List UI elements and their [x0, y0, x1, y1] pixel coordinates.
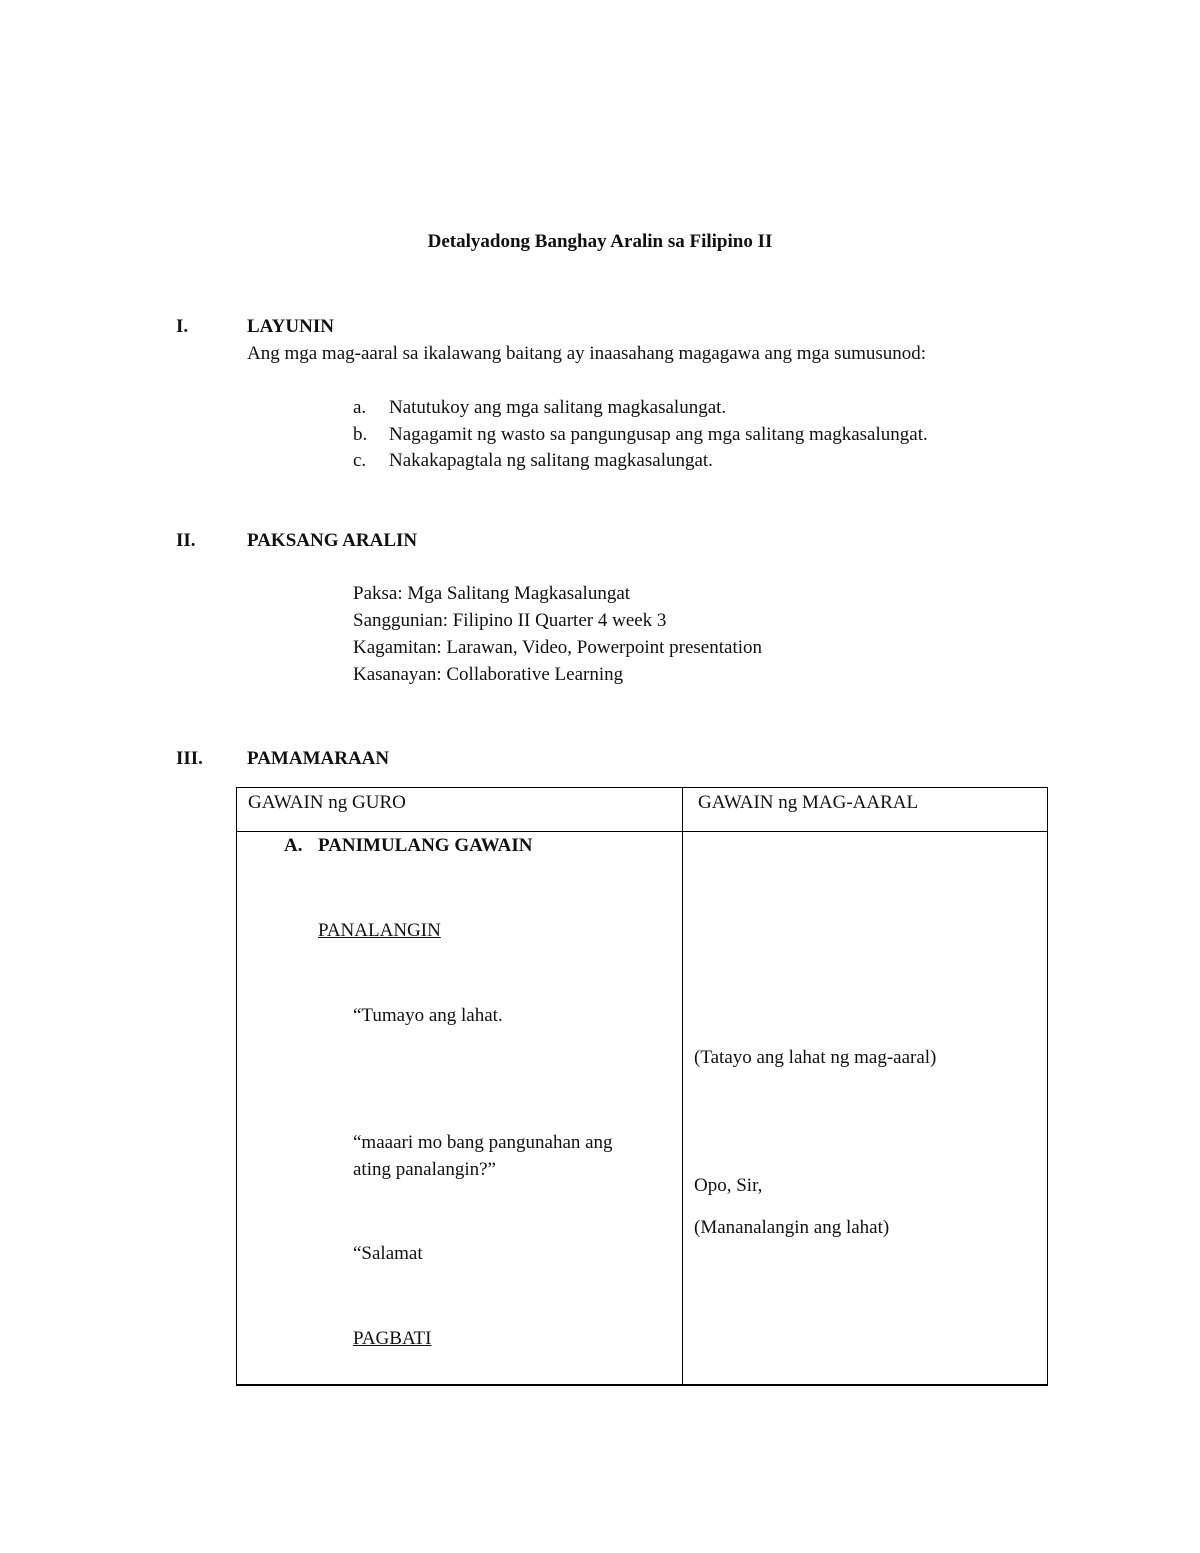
topic-item: Paksa: Mga Salitang Magkasalungat — [353, 583, 631, 604]
teacher-line: “Tumayo ang lahat. — [353, 1005, 503, 1026]
topic-item: Kagamitan: Larawan, Video, Powerpoint presentation — [353, 637, 763, 658]
section-1-heading: LAYUNIN — [247, 316, 334, 337]
objective-text: Nakakapagtala ng salitang magkasalungat. — [389, 450, 713, 471]
section-2-numeral: II. — [176, 530, 196, 551]
teacher-line: “Salamat — [353, 1243, 423, 1264]
table-header-divider — [236, 831, 1048, 832]
topic-item: Kasanayan: Collaborative Learning — [353, 664, 624, 685]
header-teacher: GAWAIN ng GURO — [248, 792, 406, 813]
document-title: Detalyadong Banghay Aralin sa Filipino II — [427, 231, 773, 252]
subheading-panimulang-gawain: PANIMULANG GAWAIN — [318, 835, 533, 856]
section-2-heading: PAKSANG ARALIN — [247, 530, 418, 551]
objective-letter: a. — [353, 397, 367, 418]
objectives-intro: Ang mga mag-aaral sa ikalawang baitang ay inaasahang magagawa ang mga sumusunod: — [247, 343, 927, 364]
section-1-numeral: I. — [176, 316, 189, 337]
objective-letter: c. — [353, 450, 367, 471]
table-column-divider — [682, 787, 683, 1386]
teacher-line: “maaari mo bang pangunahan ang — [353, 1132, 613, 1153]
student-line: Opo, Sir, — [694, 1175, 763, 1196]
header-student: GAWAIN ng MAG-AARAL — [698, 792, 919, 813]
teacher-line: ating panalangin?” — [353, 1159, 496, 1180]
section-3-numeral: III. — [176, 748, 203, 769]
student-line: (Tatayo ang lahat ng mag-aaral) — [694, 1047, 937, 1068]
table-border-left — [236, 787, 237, 1386]
section-3-heading: PAMAMARAAN — [247, 748, 390, 769]
label-panalangin: PANALANGIN — [318, 920, 441, 941]
objective-text: Nagagamit ng wasto sa pangungusap ang mga salitang magkasalungat. — [389, 424, 928, 445]
table-border-bottom — [236, 1384, 1048, 1386]
objective-letter: b. — [353, 424, 368, 445]
table-border-top — [236, 787, 1048, 788]
topic-item: Sanggunian: Filipino II Quarter 4 week 3 — [353, 610, 667, 631]
subheading-letter: A. — [284, 835, 303, 856]
student-line: (Mananalangin ang lahat) — [694, 1217, 890, 1238]
label-pagbati: PAGBATI — [353, 1328, 432, 1349]
table-border-right — [1047, 787, 1048, 1386]
objective-text: Natutukoy ang mga salitang magkasalungat. — [389, 397, 727, 418]
